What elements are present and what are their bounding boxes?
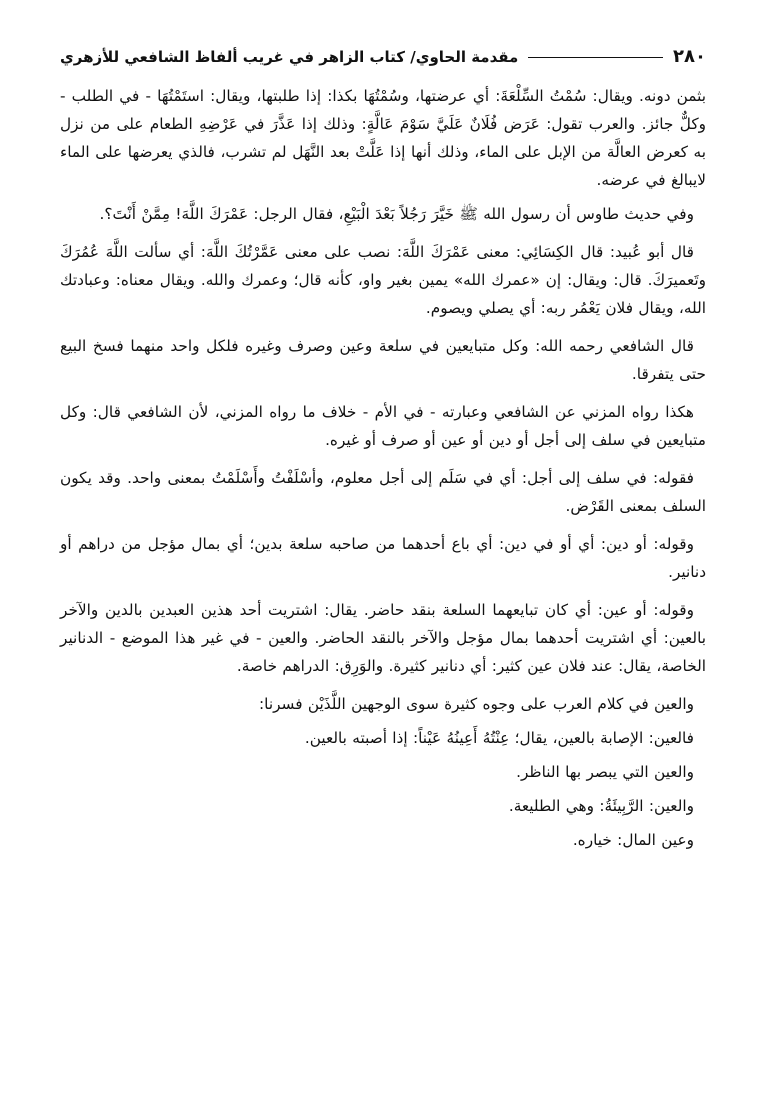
list-item: وعين المال: خياره. — [572, 831, 694, 849]
header-rule — [528, 57, 663, 58]
book-page — [60, 40, 706, 1070]
running-title: مقدمة الحاوي/ كتاب الزاهر في غريب ألفاظ الشافعي للأزهري — [60, 48, 519, 66]
page-body — [60, 82, 706, 854]
paragraph-hadith-tawus: وفي حديث طاوس أن رسول الله ﷺ خَيَّرَ رَجُلاً بَعْدَ الْبَيْعِ، فقال الرجل: عَمْرَكَ اللَّهَ! مِمَّنْ أَنْتَ؟. — [99, 205, 694, 223]
list-item: والعين: الرَّبِيئَةُ: وهي الطليعة. — [508, 797, 694, 815]
paragraph-sawm: بثمن دونه. ويقال: سُمْتُ السِّلْعَةَ: أي عرضتها، وسُمْتُهَا بكذا: إذا طلبتها، ويقال: استَمْتُهَا - في الطلب - وكلٌّ جائز. والعرب تقول: عَرَض فُلَانٌ عَلَيَّ سَوْمَ عَالَّةٍ: وذلك إذا عَذَّرَ في عَرْضِهِ الطعام على من نزل به كعرض العالَّة من الإبل على الماء، وذلك أنها إذا عَلَّتْ بعد النَّهَل لم تشرب، فالذي يعرضها على الماء لايبالغ في عرضه. — [60, 87, 706, 189]
list-item: والعين التي يبصر بها الناظر. — [516, 763, 694, 781]
paragraph-ayn: وقوله: أو عين: أي كان تبايعهما السلعة بنقد حاضر. يقال: اشتريت أحد هذين العبدين بالدين والآخر بالعين: أي اشتريت أحدهما بمال مؤجل والآخر بالنقد الحاضر. والعين - في غير هذا الموضع - الدنانير الخاصة، يقال: عند فلان عين كثير: أي دنانير كثيرة. والوَرِق: الدراهم خاصة. — [60, 601, 706, 675]
paragraph-shafii-quote: قال الشافعي رحمه الله: وكل متبايعين في سلعة وعين وصرف وغيره فلكل واحد منهما فسخ البيع حتى يتفرقا. — [60, 337, 706, 383]
paragraph-muzani: هكذا رواه المزني عن الشافعي وعبارته - في الأم - خلاف ما رواه المزني، لأن الشافعي قال: وكل متبايعين في سلف إلى أجل أو دين أو عين أو صرف أو غيره. — [60, 403, 706, 449]
paragraph-dayn: وقوله: أو دين: أي أو في دين: أي باع أحدهما من صاحبه سلعة بدين؛ أي بمال مؤجل من دراهم أو دنانير. — [60, 535, 706, 581]
running-header — [60, 40, 706, 74]
paragraph-ayn-meanings: والعين في كلام العرب على وجوه كثيرة سوى الوجهين اللَّذَيْن فسرنا: — [259, 695, 694, 713]
list-item: فالعين: الإصابة بالعين، يقال؛ عِنْتُهُ أَعِينُهُ عَيْناً: إذا أصبته بالعين. — [304, 729, 694, 747]
page-number: ٢٨٠ — [673, 46, 706, 68]
paragraph-abu-ubaid: قال أبو عُبيد: قال الكِسَائِي: معنى عَمْرَكَ اللَّهَ: نصب على معنى عَمَّرْتُكَ اللَّهَ: أي سألت اللَّهَ عُمُرَكَ وتَعميرَكَ. قال: ويقال: إن «عمرك الله» يمين بغير واو، كأنه قال؛ وعمرك والله. ويقال معناه: وعبادتك الله، ويقال فلان يَعْمُر ربه: أي يصلي ويصوم. — [60, 243, 706, 317]
paragraph-salaf: فقوله: في سلف إلى أجل: أي في سَلَم إلى أجل معلوم، وأسْلَفْتُ وأَسْلَمْتُ بمعنى واحد. وقد يكون السلف بمعنى القَرْض. — [60, 469, 706, 515]
